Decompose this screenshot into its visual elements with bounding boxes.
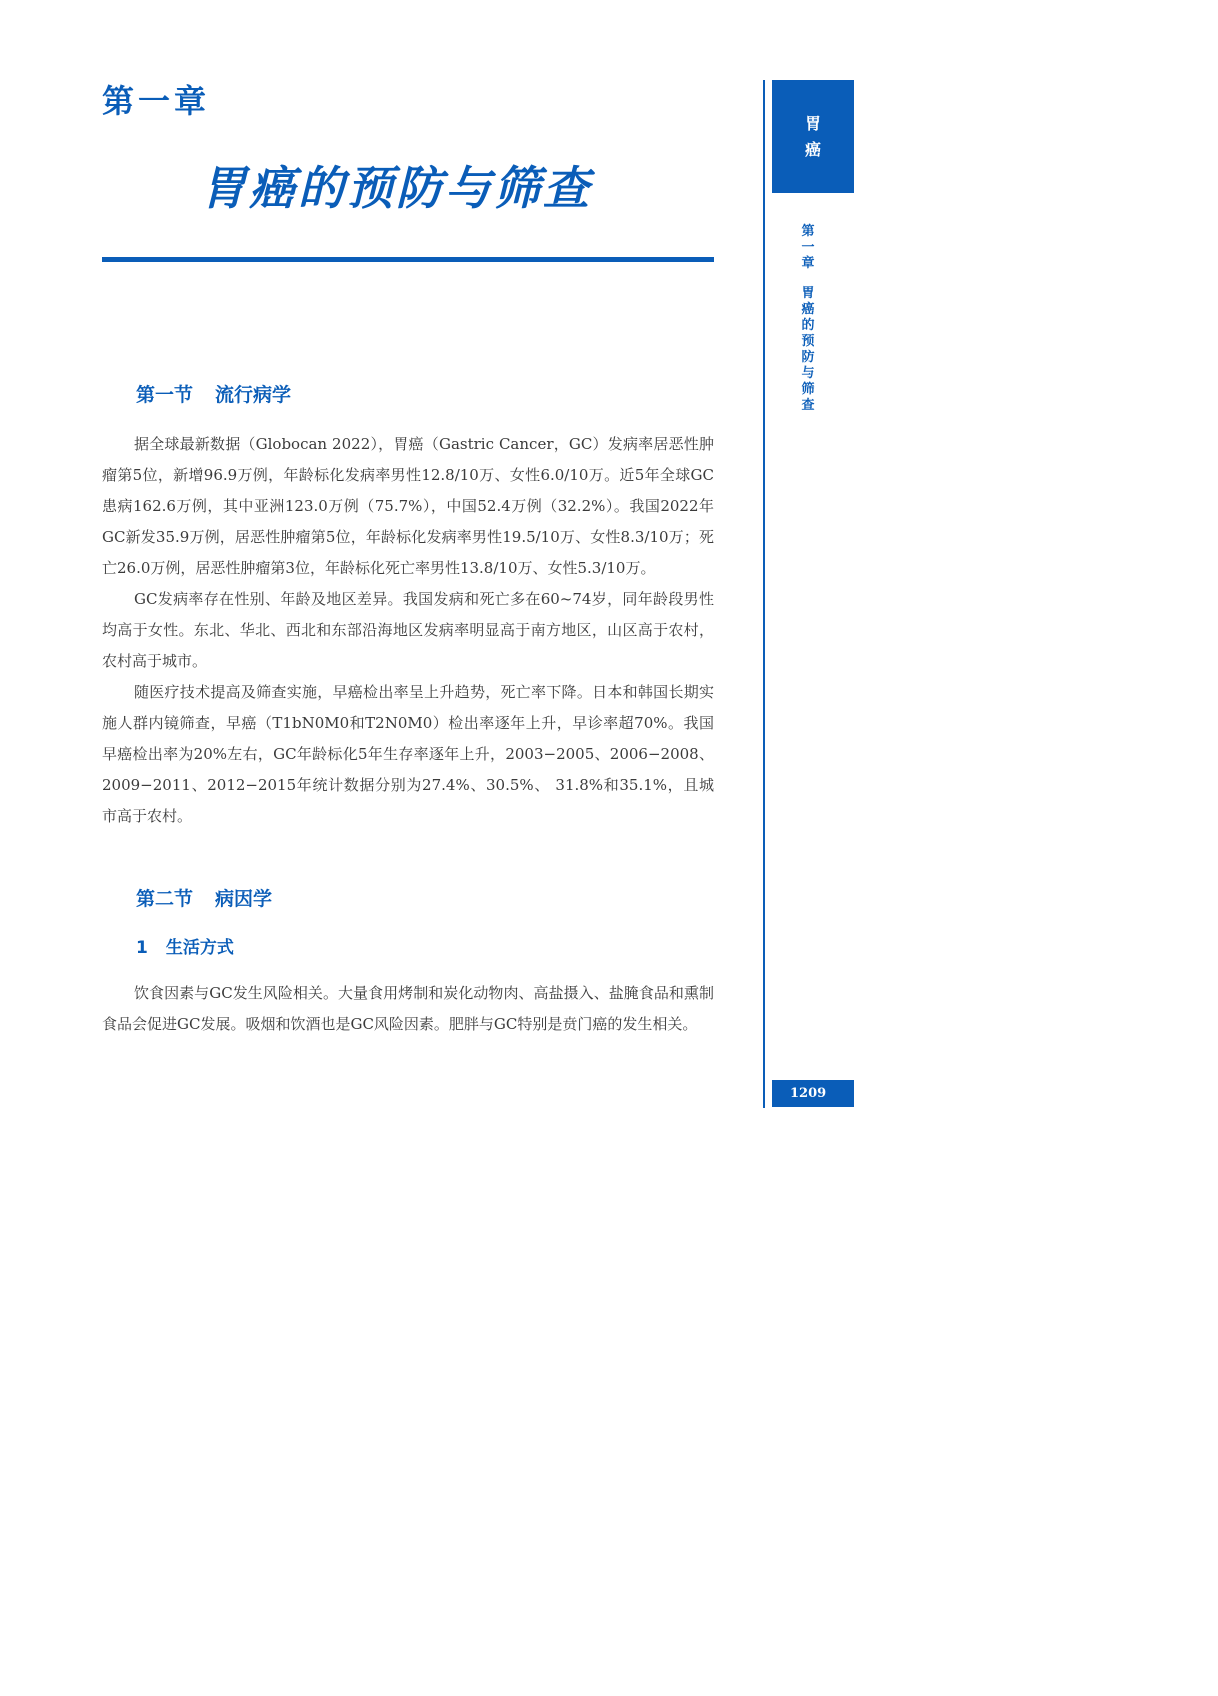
paragraph: 随医疗技术提高及筛查实施，早癌检出率呈上升趋势，死亡率下降。日本和韩国长期实施人群内镜筛查，早癌（T1bN0M0和T2N0M0）检出率逐年上升，早诊率超70%。我国早癌检出率为20%左右，GC年龄标化5年生存率逐年上升，2003−2005、2006−2008、2009−2011、2012−2015年统计数据分别为27.4%、30.5%、 31.8%和35.1%，且城市高于农村。 [102,683,714,825]
sidebar-rule [763,80,765,1108]
chapter-label: 第一章 [102,82,211,120]
section-heading-etiology [102,884,714,911]
sidebar-tab [772,80,854,193]
main-content [102,380,714,1040]
subsection-title: 生活方式 [165,938,234,958]
paragraph: 饮食因素与GC发生风险相关。大量食用烤制和炭化动物肉、高盐摄入、盐腌食品和熏制食品会促进GC发展。吸烟和饮酒也是GC风险因素。肥胖与GC特别是贲门癌的发生相关。 [102,984,714,1033]
section-number: 第一节 [136,384,194,406]
running-head-title: 胃癌的预防与筛查 [801,286,815,413]
section-heading-epidemiology [102,380,714,407]
page-number: 1209 [772,1080,854,1107]
running-head-chapter: 第一章 [801,224,815,271]
sidebar-running-head [800,224,816,414]
paragraph: GC发病率存在性别、年龄及地区差异。我国发病和死亡多在60~74岁，同年龄段男性均高于女性。东北、华北、西北和东部沿海地区发病率明显高于南方地区，山区高于农村，农村高于城市。 [102,590,714,670]
chapter-title: 胃癌的预防与筛查 [200,161,592,215]
paragraph: 据全球最新数据（Globocan 2022），胃癌（Gastric Cancer，GC）发病率居恶性肿瘤第5位，新增96.9万例，年龄标化发病率男性12.8/10万、女性6.0/10万。近5年全球GC患病162.6万例，其中亚洲123.0万例（75.7%），中国52.4万例（32.2%）。我国2022年GC新发35.9万例，居恶性肿瘤第5位，年龄标化发病率男性19.5/10万、女性8.3/10万；死亡26.0万例，居恶性肿瘤第3位，年龄标化死亡率男性13.8/10万、女性5.3/10万。 [102,435,714,577]
sidebar-tab-label: 胃癌 [805,113,822,159]
section-title: 病因学 [215,888,273,910]
title-divider [102,257,714,262]
subsection-number: 1 [136,938,148,958]
section-title: 流行病学 [215,384,292,406]
section-number: 第二节 [136,888,194,910]
section-spacer [102,832,714,884]
subsection-heading-lifestyle [102,933,714,958]
